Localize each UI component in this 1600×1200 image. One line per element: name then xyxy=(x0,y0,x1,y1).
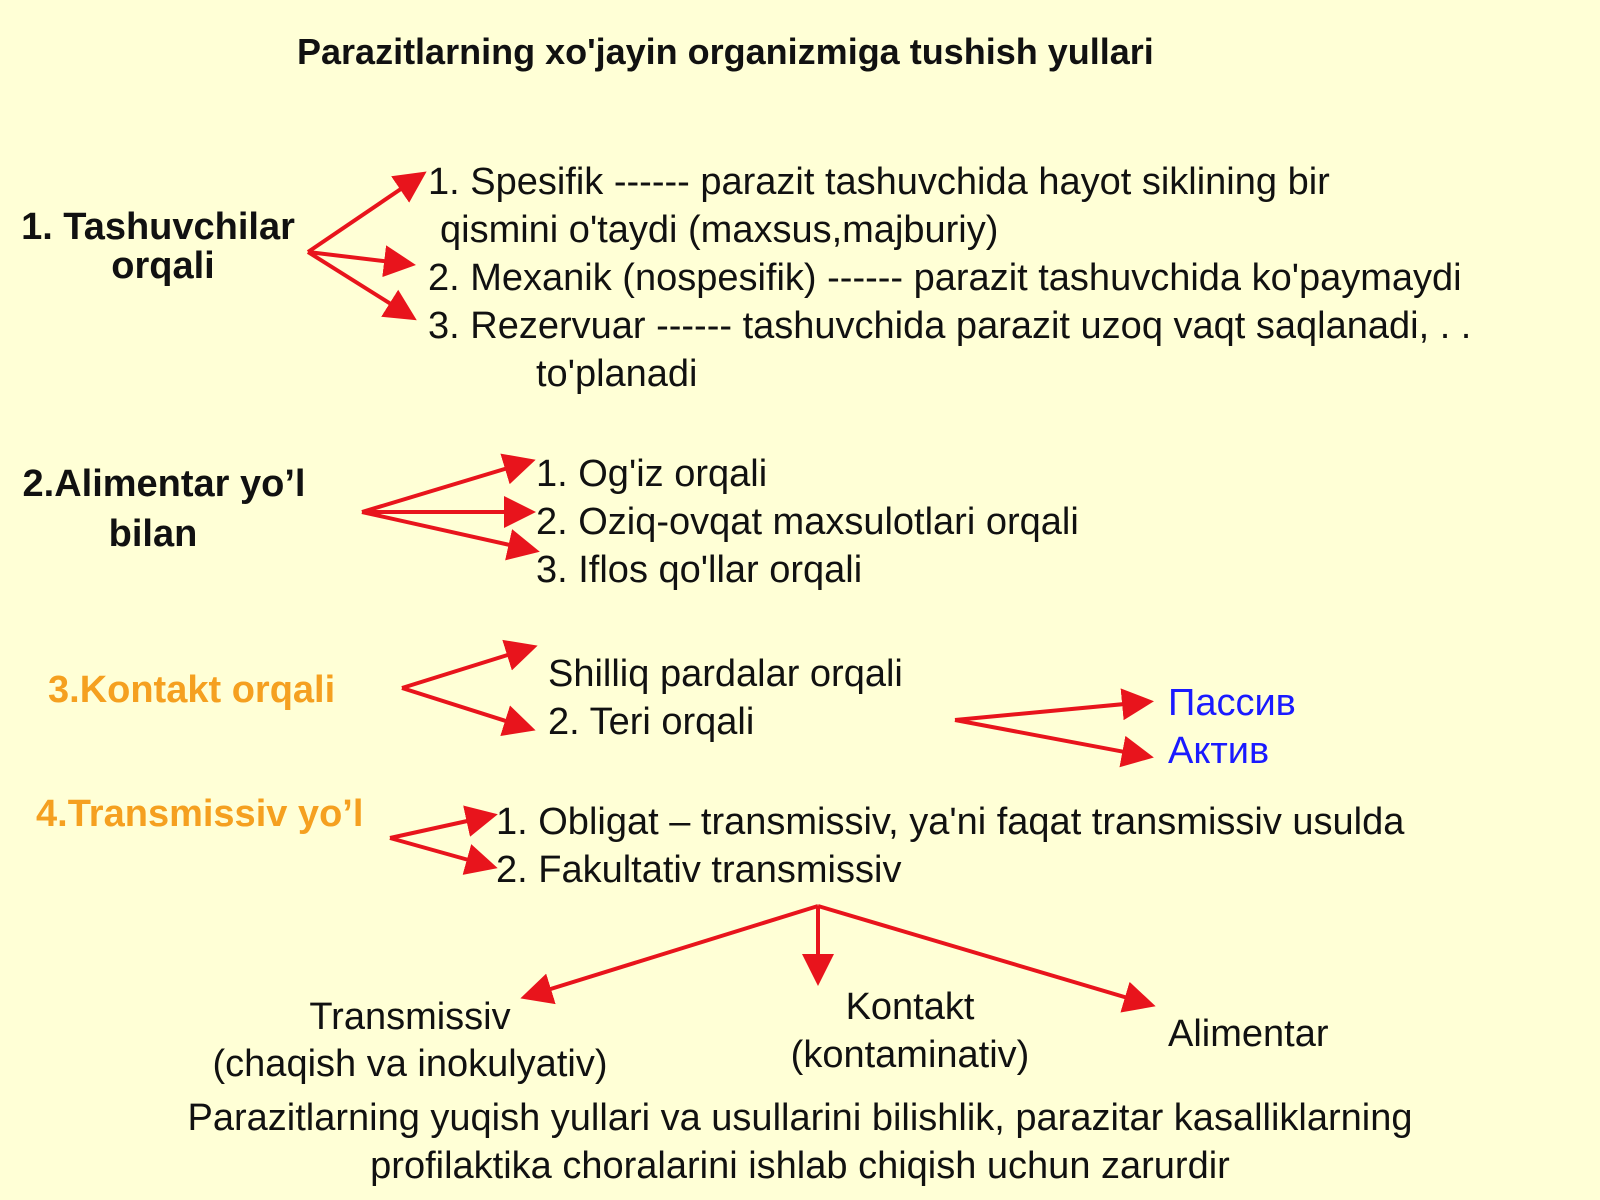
conclusion-line2: profilaktika choralarini ishlab chiqish uchun zarurdir xyxy=(370,1145,1230,1187)
arrow-g3-sub1 xyxy=(955,702,1146,720)
group3-sub1: Пассив xyxy=(1168,682,1296,724)
group2-heading-line2: bilan xyxy=(108,513,198,555)
arrow-g1-item1 xyxy=(308,176,420,252)
group2-item3: 3. Iflos qo'llar orqali xyxy=(536,549,863,591)
group3-sub2: Актив xyxy=(1168,730,1270,772)
group1-heading-line1: 1. Tashuvchilar xyxy=(21,206,295,248)
group1-item1-line2: qismini o'taydi (maxsus,majburiy) xyxy=(440,209,999,251)
arrow-g3-item1 xyxy=(402,648,530,688)
group4-item1: 1. Obligat – transmissiv, ya'ni faqat transmissiv usulda xyxy=(496,801,1405,843)
group2-heading-line1: 2.Alimentar yo’l xyxy=(22,463,306,505)
group3-heading: 3.Kontakt orqali xyxy=(48,669,336,711)
arrow-g2-item3 xyxy=(362,512,532,550)
group3-item2: 2. Teri orqali xyxy=(548,701,755,743)
group1-item3-line2: to'planadi xyxy=(536,353,698,395)
group4-heading: 4.Transmissiv yo’l xyxy=(36,793,364,835)
group2-item1: 1. Og'iz orqali xyxy=(536,453,768,495)
arrow-g3-sub2 xyxy=(955,720,1146,756)
group1-heading-line2: orqali xyxy=(111,245,215,287)
branch2-line2: (kontaminativ) xyxy=(790,1034,1030,1076)
arrow-g4-item2 xyxy=(390,838,490,866)
group1-item2: 2. Mexanik (nospesifik) ------ parazit tashuvchida ko'paymaydi xyxy=(428,257,1462,299)
group2-item2: 2. Oziq-ovqat maxsulotlari orqali xyxy=(536,501,1079,543)
arrow-branch-transmissiv xyxy=(528,906,818,996)
arrow-g4-item1 xyxy=(390,816,490,838)
group1-item1-line1: 1. Spesifik ------ parazit tashuvchida hayot siklining bir xyxy=(428,161,1330,203)
arrow-g3-item2 xyxy=(402,688,528,728)
branch1-line2: (chaqish va inokulyativ) xyxy=(212,1043,608,1085)
page-title: Parazitlarning xo'jayin organizmiga tushish yullari xyxy=(297,31,1154,72)
group4-item2: 2. Fakultativ transmissiv xyxy=(496,849,902,891)
group3-item1: Shilliq pardalar orqali xyxy=(548,653,903,695)
group1-item3-line1: 3. Rezervuar ------ tashuvchida parazit uzoq vaqt saqlanadi, . . xyxy=(428,305,1472,347)
conclusion-line1: Parazitlarning yuqish yullari va usullarini bilishlik, parazitar kasalliklarning xyxy=(187,1097,1413,1139)
branch3: Alimentar xyxy=(1168,1013,1329,1055)
branch1-line1: Transmissiv xyxy=(309,996,511,1038)
branch2-line1: Kontakt xyxy=(845,986,975,1028)
arrow-g2-item1 xyxy=(362,462,528,512)
